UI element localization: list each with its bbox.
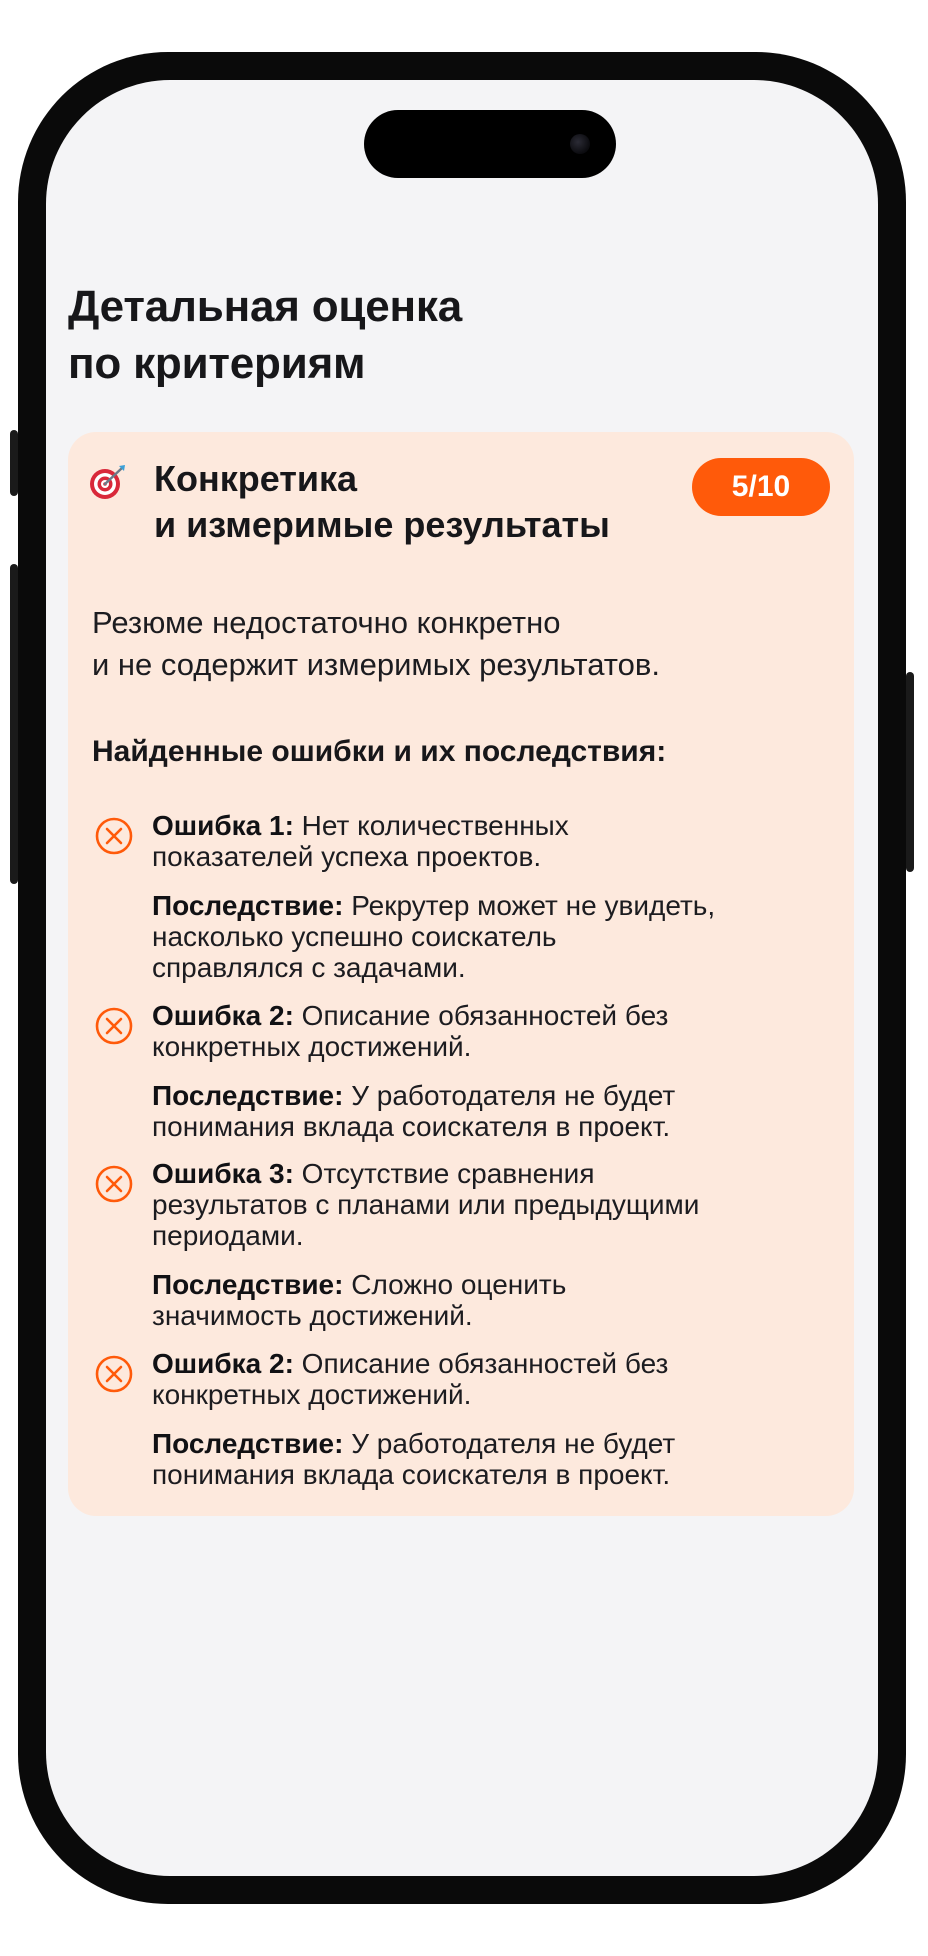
error-text-line2: конкретных достижений. (152, 1379, 472, 1410)
page-title-line1: Детальная оценка (68, 282, 463, 331)
error-text-line1: Описание обязанностей без (301, 1348, 669, 1379)
consequence-line3: справлялся с задачами. (152, 952, 466, 983)
error-item (92, 1000, 832, 1158)
consequence-line1: Сложно оценить (351, 1269, 567, 1300)
card-title (154, 456, 694, 548)
error-item (92, 810, 832, 982)
consequence-line2: значимость достижений. (152, 1300, 473, 1331)
error-text-line2: конкретных достижений. (152, 1031, 472, 1062)
power-button (906, 672, 914, 872)
error-text-line1: Нет количественных (301, 810, 569, 841)
error-label: Ошибка 2: (152, 1348, 294, 1379)
error-text-line3: периодами. (152, 1220, 304, 1251)
score-badge: 5/10 (692, 458, 830, 516)
page-title (68, 278, 708, 392)
errors-list (92, 810, 832, 1506)
error-x-circle-icon (94, 816, 134, 856)
error-text-line2: показателей успеха проектов. (152, 841, 542, 872)
consequence-line2: понимания вклада соискателя в проект. (152, 1111, 671, 1142)
consequence-label: Последствие: (152, 1080, 344, 1111)
summary-line1: Резюме недостаточно конкретно (92, 605, 561, 640)
consequence-label: Последствие: (152, 1269, 344, 1300)
phone-frame (18, 52, 906, 1904)
error-text (152, 810, 832, 872)
camera-icon (570, 134, 590, 154)
action-button (10, 430, 18, 496)
card-title-line1: Конкретика (154, 458, 358, 499)
consequence-line2: понимания вклада соискателя в проект. (152, 1459, 671, 1490)
error-text (152, 1348, 832, 1410)
error-consequence (152, 890, 832, 983)
screen (46, 80, 878, 1876)
consequence-line1: У работодателя не будет (351, 1080, 676, 1111)
error-consequence (152, 1269, 832, 1331)
consequence-line2: насколько успешно соискатель (152, 921, 557, 952)
summary-line2: и не содержит измеримых результатов. (92, 647, 660, 682)
error-label: Ошибка 1: (152, 810, 294, 841)
error-text (152, 1158, 832, 1251)
consequence-label: Последствие: (152, 890, 344, 921)
criterion-card (68, 432, 854, 1516)
consequence-line1: Рекрутер может не увидеть, (351, 890, 716, 921)
error-text-line2: результатов с планами или предыдущими (152, 1189, 700, 1220)
error-consequence (152, 1080, 832, 1142)
page-title-line2: по критериям (68, 339, 366, 388)
dynamic-island (364, 110, 616, 178)
error-label: Ошибка 3: (152, 1158, 294, 1189)
error-text-line1: Описание обязанностей без (301, 1000, 669, 1031)
volume-button (10, 564, 18, 884)
error-item (92, 1158, 832, 1330)
error-x-circle-icon (94, 1354, 134, 1394)
card-title-line2: и измеримые результаты (154, 504, 610, 545)
error-x-circle-icon (94, 1164, 134, 1204)
error-consequence (152, 1428, 832, 1490)
consequence-label: Последствие: (152, 1428, 344, 1459)
error-text (152, 1000, 832, 1062)
target-dart-icon (88, 462, 128, 502)
consequence-line1: У работодателя не будет (351, 1428, 676, 1459)
error-item (92, 1348, 832, 1506)
card-summary (92, 602, 832, 686)
error-x-circle-icon (94, 1006, 134, 1046)
error-text-line1: Отсутствие сравнения (301, 1158, 595, 1189)
error-label: Ошибка 2: (152, 1000, 294, 1031)
errors-heading: Найденные ошибки и их последствия: (92, 735, 667, 768)
